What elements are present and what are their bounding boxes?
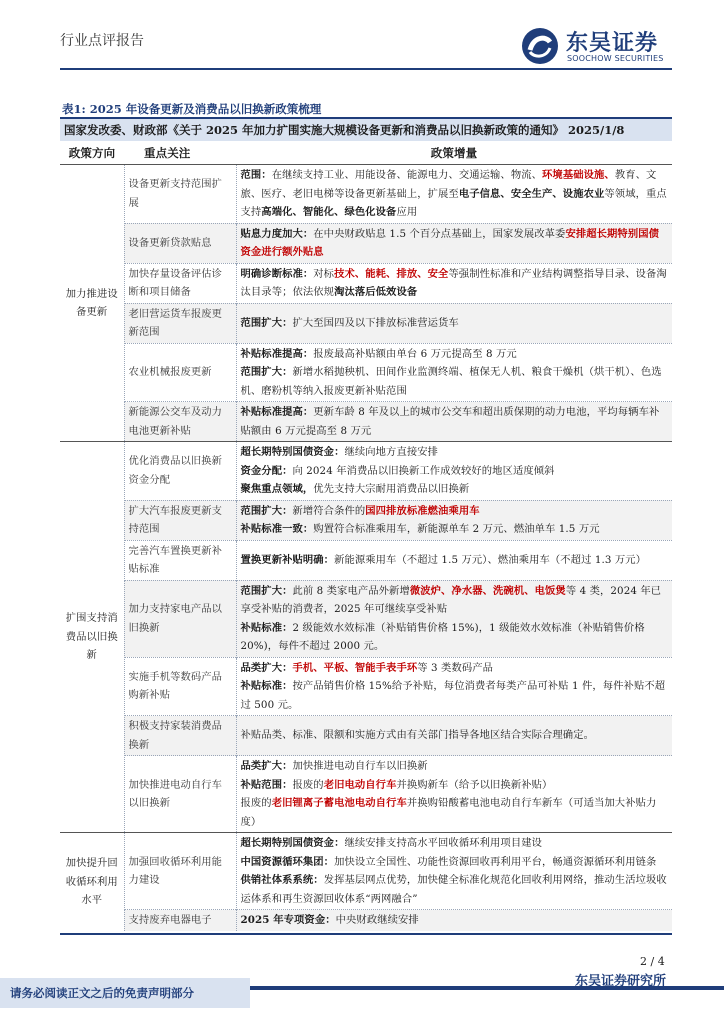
focus-cell: 农业机械报废更新 [124, 343, 236, 402]
table-row [60, 442, 672, 501]
logo-chinese-name: 东吴证券 [566, 31, 659, 56]
policy-cell: 范围扩大：新增符合条件的国四排放标准燃油乘用车 补贴标准一致：购置符合标准乘用车，新能源单车 2 万元、燃油单车 1.5 万元 [236, 500, 672, 540]
policy-cell: 超长期特别国债资金：继续向地方直接安排 资金分配：向 2024 年消费品以旧换新工作成效较好的地区适度倾斜 聚焦重点领域，优先支持大宗耐用消费品以旧换新 [236, 442, 672, 501]
policy-cell: 补贴标准提高：更新车龄 8 年及以上的城市公交车和超出质保期的动力电池，平均每辆车补贴额由 6 万元提高至 8 万元 [236, 402, 672, 442]
category-cell: 加力推进设备更新 [60, 165, 124, 442]
focus-cell: 实施手机等数码产品购新补贴 [124, 657, 236, 716]
focus-cell: 设备更新贷款贴息 [124, 223, 236, 263]
policy-cell: 贴息力度加大：在中央财政贴息 1.5 个百分点基础上，国家发展改革委安排超长期特别国债资金进行额外贴息 [236, 223, 672, 263]
policy-cell: 补贴标准提高：报废最高补贴额由单台 6 万元提高至 8 万元 范围扩大：新增水稻抛秧机、田间作业监测终端、植保无人机、粮食干燥机（烘干机）、色选机、磨粉机等纳入报废更新补贴范围 [236, 343, 672, 402]
focus-cell: 老旧营运货车报废更新范围 [124, 303, 236, 343]
policy-cell: 置换更新补贴明确：新能源乘用车（不超过 1.5 万元）、燃油乘用车（不超过 1.3 万元） [236, 540, 672, 580]
policy-cell: 补贴品类、标准、限额和实施方式由有关部门指导各地区结合实际合理确定。 [236, 716, 672, 756]
focus-cell: 积极支持家装消费品换新 [124, 716, 236, 756]
table-row [60, 833, 672, 910]
table-row [60, 910, 672, 931]
table-row [60, 402, 672, 442]
table-row [60, 716, 672, 756]
table-row [60, 165, 672, 224]
table-header-row [60, 143, 672, 165]
category-cell: 扩围支持消费品以旧换新 [60, 442, 124, 833]
focus-cell: 支持废弃电器电子 [124, 910, 236, 931]
table-row [60, 223, 672, 263]
institute-name: 东吴证券研究所 [574, 974, 666, 989]
table-title: 表1: 2025 年设备更新及消费品以旧换新政策梳理 [62, 102, 322, 116]
policy-cell: 范围扩大：此前 8 类家电产品外新增微波炉、净水器、洗碗机、电饭煲等 4 类，2024 年已享受补贴的消费者，2025 年可继续享受补贴 补贴标准：2 级能效水效标准（补贴销售价格 15%)，1 级能效水效标准（补贴销售价格 20%)，每件不超过 2000 元。 [236, 580, 672, 657]
focus-cell: 优化消费品以旧换新资金分配 [124, 442, 236, 501]
page-number: 2 / 4 [640, 955, 665, 968]
policy-cell: 范围扩大：扩大至国四及以下排放标准营运货车 [236, 303, 672, 343]
focus-cell: 扩大汽车报废更新支持范围 [124, 500, 236, 540]
policy-cell: 超长期特别国债资金：继续安排支持高水平回收循环利用项目建设 中国资源循环集团：加快设立全国性、功能性资源回收再利用平台，畅通资源循环利用链条 供销社体系系统：发挥基层网点优势，加快健全标准化规范化回收利用网络，推动生活垃圾收运体系和再生资源回收体系“两网融合” [236, 833, 672, 910]
focus-cell: 加快存量设备评估诊断和项目储备 [124, 263, 236, 303]
policy-cell: 明确诊断标准：对标技术、能耗、排放、安全等强制性标准和产业结构调整指导目录、设备淘汰目录等；依法依规淘汰落后低效设备 [236, 263, 672, 303]
focus-cell: 加快推进电动自行车以旧换新 [124, 756, 236, 833]
table-row [60, 303, 672, 343]
header-divider [60, 68, 672, 70]
col-header-focus: 重点关注 [124, 143, 236, 165]
policy-table [60, 143, 672, 931]
table-row [60, 756, 672, 833]
category-cell: 加快提升回收循环利用水平 [60, 833, 124, 931]
col-header-increment: 政策增量 [236, 143, 672, 165]
table-row [60, 657, 672, 716]
table-row [60, 580, 672, 657]
policy-cell: 2025 年专项资金：中央财政继续安排 [236, 910, 672, 931]
report-type-label: 行业点评报告 [60, 33, 144, 49]
policy-cell: 品类扩大：手机、平板、智能手表手环等 3 类数码产品 补贴标准：按产品销售价格 15%给予补贴，每位消费者每类产品可补贴 1 件，每件补贴不超过 500 元。 [236, 657, 672, 716]
disclaimer-notice: 请务必阅读正文之后的免责声明部分 [0, 978, 250, 1008]
table-row [60, 540, 672, 580]
focus-cell: 完善汽车置换更新补贴标准 [124, 540, 236, 580]
policy-cell: 范围：在继续支持工业、用能设备、能源电力、交通运输、物流、环境基础设施、教育、文旅、医疗、老旧电梯等设备更新基础上，扩展至电子信息、安全生产、设施农业等领域，重点支持高端化、智能化、绿色化设备应用 [236, 165, 672, 224]
focus-cell: 设备更新支持范围扩展 [124, 165, 236, 224]
policy-notice-heading: 国家发改委、财政部《关于 2025 年加力扩围实施大规模设备更新和消费品以旧换新政策的通知》 2025/1/8 [60, 119, 672, 141]
table-row [60, 500, 672, 540]
soochow-logo [520, 26, 680, 66]
table-bottom-rule [60, 933, 672, 935]
focus-cell: 新能源公交车及动力电池更新补贴 [124, 402, 236, 442]
table-row [60, 263, 672, 303]
focus-cell: 加强回收循环利用能力建设 [124, 833, 236, 910]
table-row [60, 343, 672, 402]
soochow-logo-icon [520, 26, 560, 66]
col-header-direction: 政策方向 [60, 143, 124, 165]
logo-english-name: SOOCHOW SECURITIES [567, 54, 664, 63]
focus-cell: 加力支持家电产品以旧换新 [124, 580, 236, 657]
policy-cell: 品类扩大：加快推进电动自行车以旧换新 补贴范围：报废的老旧电动自行车并换购新车（给予以旧换新补贴） 报废的老旧锂离子蓄电池电动自行车并换购铅酸蓄电池电动自行车新车（可适当加大补贴力度） [236, 756, 672, 833]
